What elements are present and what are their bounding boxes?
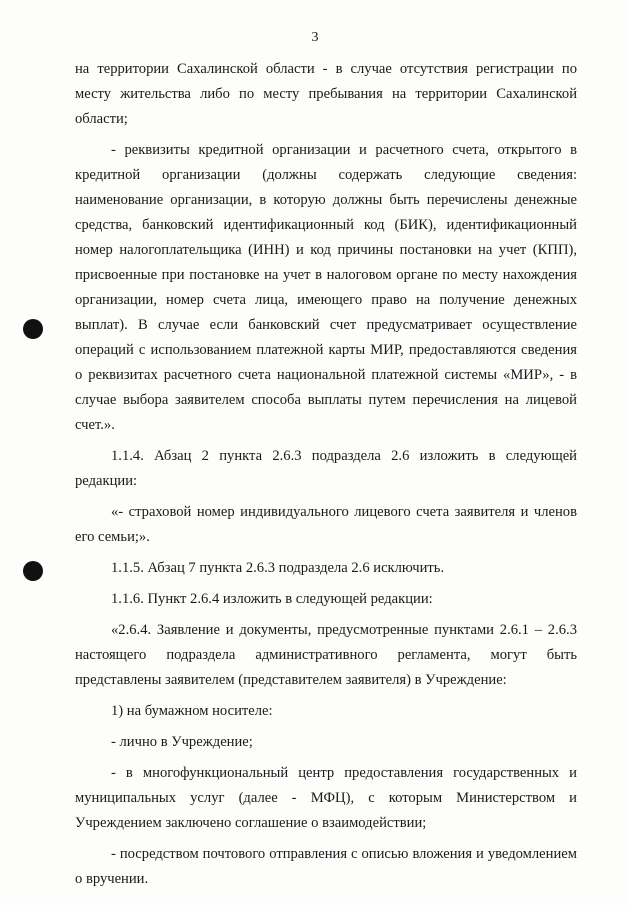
paragraph-insurance-number: «- страховой номер индивидуального лицевого счета заявителя и членов его семьи;».	[75, 504, 577, 545]
page-number: 3	[311, 30, 319, 45]
punch-hole-top	[23, 319, 43, 339]
paragraph-1-1-5: 1.1.5. Абзац 7 пункта 2.6.3 подраздела 2.6 исключить.	[111, 560, 445, 576]
paragraph-bank-details: - реквизиты кредитной организации и расчетного счета, открытого в кредитной организации (должны содержать следующие сведения: наименование организации, в которую должны быть перечислены денежные средства, банковский идентификационный код (БИК), идентификационный номер налогоплательщика (ИНН) и код причины постановки на учет (КПП), присвоенные при постановке на учет в налоговом органе по месту нахождения организации, номер счета лица, имеющего право на получение денежных выплат). В случае если банковский счет предусматривает осуществление операций с использованием платежной карты МИР, предоставляются сведения о реквизитах расчетного счета национальной платежной системы «МИР», - в случае выбора заявителем способа выплаты путем перечисления на лицевой счет.».	[75, 142, 577, 433]
paragraph-in-person: - лично в Учреждение;	[111, 734, 253, 750]
paragraph-mfc: - в многофункциональный центр предоставления государственных и муниципальных услуг (далее - МФЦ), с которым Министерством и Учреждением заключено соглашение о взаимодействии;	[75, 765, 577, 831]
punch-hole-bottom	[23, 561, 43, 581]
paragraph-1-1-4: 1.1.4. Абзац 2 пункта 2.6.3 подраздела 2.6 изложить в следующей редакции:	[75, 448, 577, 489]
paragraph-1-1-6: 1.1.6. Пункт 2.6.4 изложить в следующей редакции:	[111, 591, 433, 607]
paragraph-2-6-4: «2.6.4. Заявление и документы, предусмотренные пунктами 2.6.1 – 2.6.3 настоящего подраздела административного регламента, могут быть представлены заявителем (представителем заявителя) в Учреждение:	[75, 622, 577, 688]
paragraph-continuation: на территории Сахалинской области - в случае отсутствия регистрации по месту жительства либо по месту пребывания на территории Сахалинской области;	[75, 61, 577, 127]
paragraph-postal: - посредством почтового отправления с описью вложения и уведомлением о вручении.	[75, 846, 577, 887]
paragraph-paper-medium: 1) на бумажном носителе:	[111, 703, 273, 719]
document-body	[75, 57, 577, 892]
